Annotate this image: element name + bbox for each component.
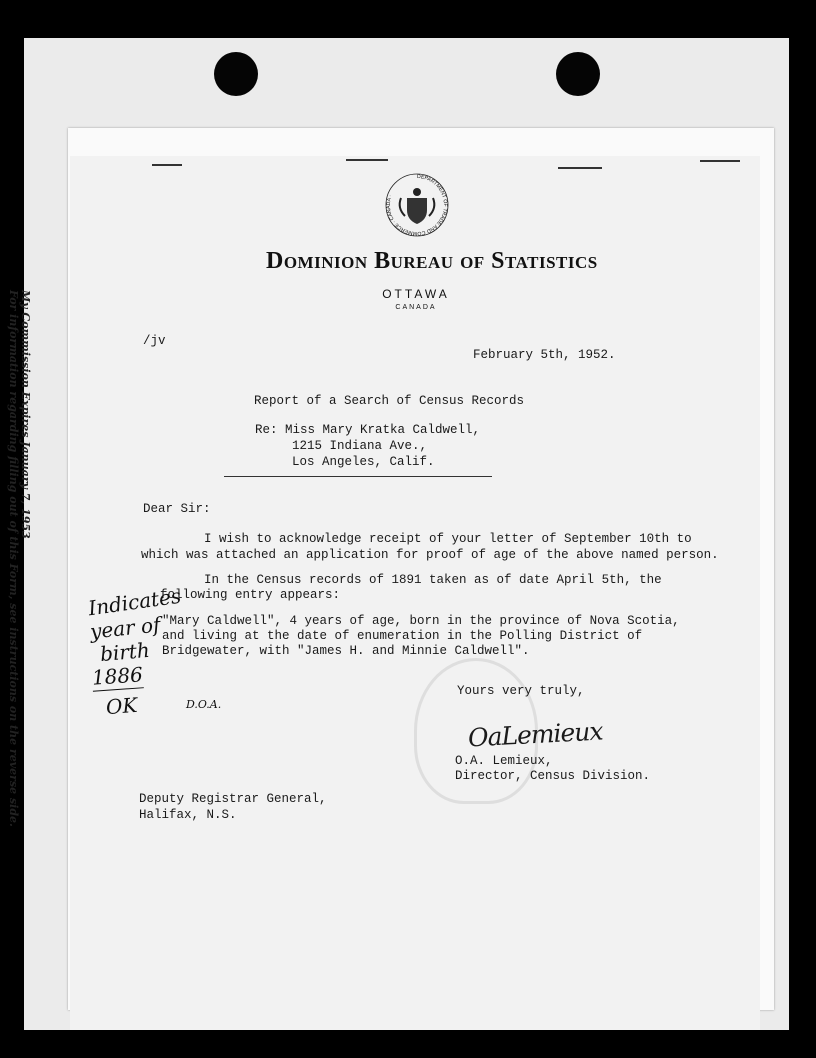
punch-hole [214, 52, 258, 96]
punch-hole [556, 52, 600, 96]
signer-title: Director, Census Division. [455, 769, 651, 783]
signer-name: O.A. Lemieux, [455, 754, 553, 768]
re-line: Re: Miss Mary Kratka Caldwell, [255, 423, 481, 437]
handwritten-birth-year: 1886 [91, 662, 144, 690]
margin-note [7, 290, 34, 827]
re-address-street: 1215 Indiana Ave., [292, 439, 428, 453]
handwritten-note-line-2: year of [88, 612, 162, 644]
paragraph-1-line-1: I wish to acknowledge receipt of your letter of September 10th to [204, 532, 692, 546]
handwritten-note-line-1: Indicates [86, 583, 183, 621]
census-entry-line-3: Bridgewater, with "James H. and Minnie Caldwell". [162, 644, 530, 658]
subject-rule [224, 476, 492, 477]
coat-of-arms-seal [383, 172, 451, 238]
reference-initials: /jv [143, 334, 166, 348]
recipient-title: Deputy Registrar General, [139, 792, 327, 806]
letter-date: February 5th, 1952. [473, 348, 616, 362]
crest-ring-text: DEPARTMENT OF TRADE AND COMMERCE · CANADA · [385, 173, 448, 237]
paragraph-1-line-2: which was attached an application for proof of age of the above named person. [141, 548, 719, 562]
organization-name: Dominion Bureau of Statistics [266, 248, 598, 274]
paragraph-2-line-1: In the Census records of 1891 taken as of date April 5th, the [204, 573, 662, 587]
form-instructions-note: For information regarding filling out of this Form, see instructions on the reverse side. [7, 290, 20, 827]
handwritten-initials: D.O.A. [186, 698, 222, 711]
letter-subject: Report of a Search of Census Records [254, 394, 525, 408]
recipient-location: Halifax, N.S. [139, 808, 237, 822]
paragraph-2-line-2: following entry appears: [160, 588, 341, 602]
census-entry-line-2: and living at the date of enumeration in the Polling District of [162, 629, 643, 643]
handwritten-signature: OaLemieux [467, 716, 604, 753]
salutation: Dear Sir: [143, 502, 211, 516]
handwritten-ok: OK [105, 692, 139, 720]
fold-mark [700, 160, 740, 162]
city-name: OTTAWA [382, 287, 450, 301]
fold-mark [558, 167, 602, 169]
crest-shield-icon [407, 198, 427, 224]
handwritten-note-line-3: birth [99, 637, 151, 667]
census-entry-line-1: "Mary Caldwell", 4 years of age, born in the province of Nova Scotia, [162, 614, 680, 628]
closing: Yours very truly, [457, 684, 585, 698]
re-address-city: Los Angeles, Calif. [292, 455, 435, 469]
fold-mark [152, 164, 182, 166]
fold-mark [346, 159, 388, 161]
commission-note: My Commission Expires January 7, 1953 [19, 290, 32, 539]
country-name: CANADA [395, 304, 437, 311]
